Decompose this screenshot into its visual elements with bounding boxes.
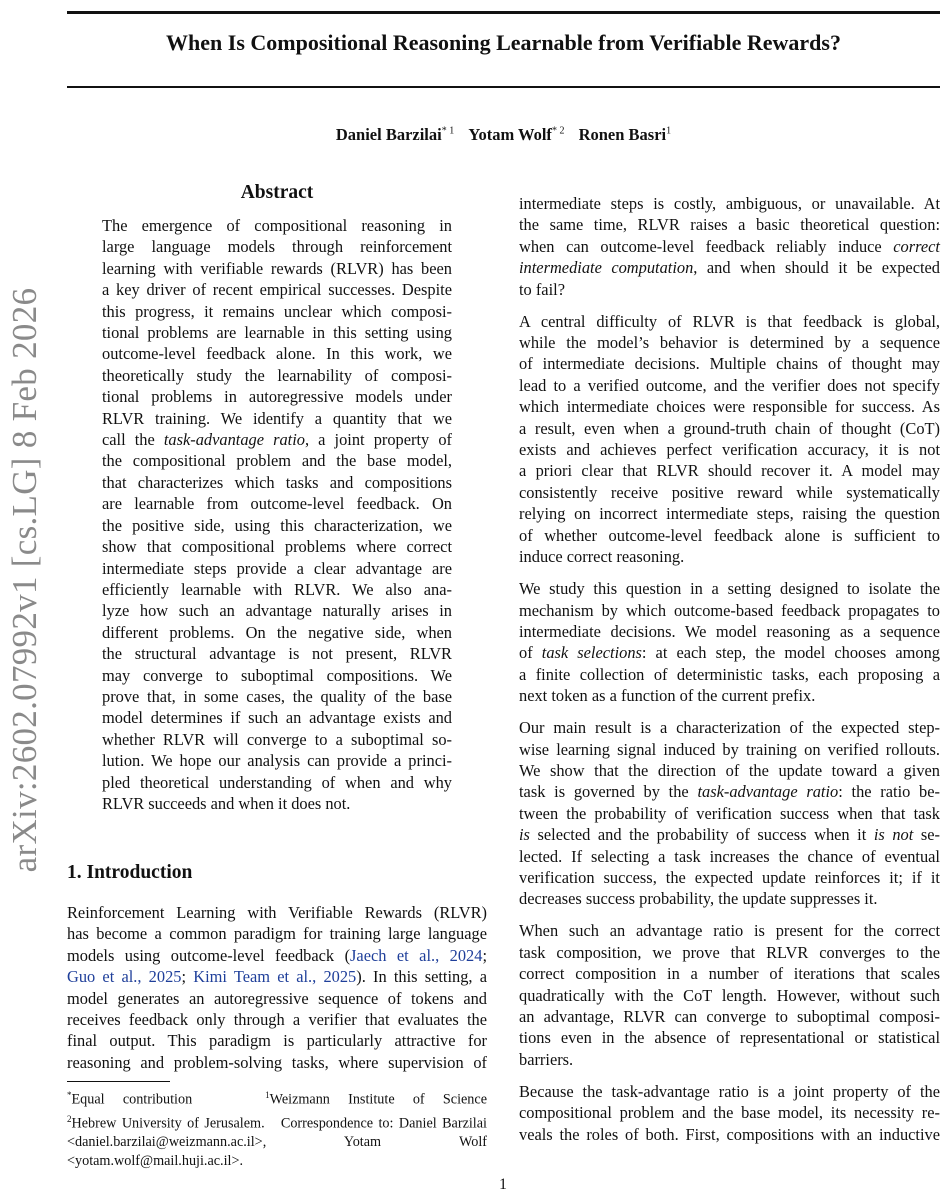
text-span: which intermediate choices were responsible for success. As	[519, 397, 940, 417]
footnote-affiliation-2: Hebrew University of Jerusalem.	[71, 1115, 265, 1132]
text-span: of intermediate decisions. Multiple chains of thought may	[519, 354, 940, 374]
citation-link[interactable]: Kimi Team et al., 2025	[193, 967, 357, 987]
text-span: We study this question in a setting designed to isolate the	[519, 579, 940, 599]
text-span: has become a common paradigm for training large language	[67, 924, 487, 944]
text-span: se-	[913, 825, 940, 845]
text-line	[102, 515, 452, 536]
text-span: Because the task-advantage ratio is a joint property of the	[519, 1081, 940, 1101]
text-span: a priori clear that RLVR should recover it. A model may	[519, 461, 940, 481]
text-span: selected and the probability of success when it	[529, 825, 874, 845]
footnote-mark: 2	[67, 1113, 72, 1124]
text-line	[519, 739, 940, 760]
paragraph	[519, 578, 940, 706]
text-span: are learnable from outcome-level feedback. On	[102, 494, 452, 514]
text-span: that characterizes which tasks and compositions	[102, 472, 452, 492]
text-line	[102, 236, 452, 257]
text-line	[67, 988, 487, 1009]
text-line	[519, 460, 940, 481]
page-number: 1	[499, 1176, 507, 1193]
text-line	[519, 781, 940, 802]
text-line	[102, 729, 452, 750]
text-line	[102, 365, 452, 386]
text-line	[519, 1124, 940, 1145]
text-line	[519, 600, 940, 621]
text-span: theoretically study the learnability of composi-	[102, 365, 452, 385]
text-line	[102, 793, 452, 814]
text-line	[67, 1030, 487, 1051]
text-span: relying on incorrect intermediate steps, raising the question	[519, 504, 940, 524]
text-line	[519, 546, 940, 567]
text-line	[519, 942, 940, 963]
text-line	[102, 472, 452, 493]
paragraph	[519, 193, 940, 300]
text-span: tional problems are learnable in this setting using	[102, 323, 452, 343]
text-span: of whether outcome-level feedback alone is sufficient to	[519, 525, 940, 545]
text-line	[102, 558, 452, 579]
text-line	[519, 257, 940, 278]
text-span: A central difficulty of RLVR is that feedback is global,	[519, 311, 940, 331]
text-span: whether RLVR will converge to a suboptimal so-	[102, 729, 452, 749]
text-span: veals the roles of both. First, compositions with an inductive	[519, 1124, 940, 1144]
text-span: the structural advantage is not present, RLVR	[102, 644, 452, 664]
text-line	[519, 760, 940, 781]
text-span: a key driver of recent empirical successes. Despite	[102, 280, 452, 300]
paragraph	[519, 920, 940, 1070]
text-span: quadratically with the CoT length. However, without such	[519, 985, 940, 1005]
text-line	[519, 846, 940, 867]
text-line	[67, 1052, 487, 1073]
footnote-correspondence: Correspondence to: Daniel Barzilai <daniel.barzilai@weizmann.ac.il>, Yotam Wolf <yotam.wolf@mail.huji.ac.il>.	[67, 1115, 487, 1170]
text-span: decreases success probability, the update suppresses it.	[519, 889, 878, 909]
text-span: We show that the direction of the update toward a given	[519, 760, 940, 780]
text-line	[519, 396, 940, 417]
text-span: tional problems in autoregressive models under	[102, 387, 452, 407]
text-line	[519, 332, 940, 353]
paragraph	[519, 717, 940, 910]
text-span: of	[519, 643, 542, 663]
text-span: Reinforcement Learning with Verifiable Rewards (RLVR)	[67, 903, 487, 922]
text-line	[519, 214, 940, 235]
text-line	[519, 193, 940, 214]
text-span: receives feedback only through a verifier that evaluates the	[67, 1010, 487, 1030]
text-line	[102, 600, 452, 621]
text-span: lyze how such an advantage naturally arises in	[102, 601, 452, 621]
text-line	[67, 966, 487, 987]
text-span: pled theoretical understanding of when and why	[102, 772, 452, 792]
text-line	[67, 902, 487, 923]
text-span: when can outcome-level feedback reliably induce	[519, 236, 894, 256]
text-span: tween the probability of verification success when that task	[519, 803, 940, 823]
section-heading-introduction: 1. Introduction	[67, 862, 193, 883]
text-span: Our main result is a characterization of the expected step-	[519, 718, 940, 738]
author	[468, 125, 564, 144]
footnote-affiliation-1: Weizmann Institute of Science	[269, 1091, 487, 1108]
text-span: call the	[102, 430, 164, 450]
text-span: mechanism by which outcome-based feedback propagates to	[519, 600, 940, 620]
text-span: , and when should it be expected	[693, 258, 940, 278]
text-span: exists and achieves perfect verification accuracy, it is not	[519, 440, 940, 460]
text-span: task composition, we prove that RLVR converges to the	[519, 942, 940, 962]
text-line	[102, 493, 452, 514]
text-span: a finite collection of deterministic tasks, each proposing a	[519, 664, 940, 684]
text-line	[519, 985, 940, 1006]
text-span: different problems. On the negative side, when	[102, 622, 452, 642]
text-line	[519, 717, 940, 738]
arxiv-identifier: arXiv:2602.07992v1 [cs.LG] 8 Feb 2026	[5, 287, 44, 873]
text-line	[519, 353, 940, 374]
text-span: model generates an autoregressive sequence of tokens and	[67, 988, 487, 1008]
text-span: wise learning signal induced by training on verified rollouts.	[519, 739, 940, 759]
text-line	[519, 963, 940, 984]
author	[336, 125, 454, 144]
text-line	[519, 621, 940, 642]
text-line	[519, 803, 940, 824]
text-line	[102, 279, 452, 300]
footnote-equal-contribution: Equal contribution	[71, 1091, 193, 1108]
text-line	[102, 258, 452, 279]
text-line	[519, 578, 940, 599]
author	[579, 125, 672, 144]
text-line	[519, 279, 940, 300]
text-span: to fail?	[519, 279, 565, 299]
paragraph	[102, 215, 452, 814]
text-span: verification success, the expected update reinforces it; if it	[519, 867, 940, 887]
text-line	[519, 664, 940, 685]
text-line	[102, 536, 452, 557]
text-span: consistently receive positive reward while systematically	[519, 482, 940, 502]
text-span: compositional problem and the base model, its necessity re-	[519, 1103, 940, 1123]
text-line	[519, 1049, 940, 1070]
text-span: reasoning and problem-solving tasks, where supervision of	[67, 1052, 487, 1072]
text-line	[519, 888, 940, 909]
text-span: task selections	[541, 643, 642, 663]
text-span: The emergence of compositional reasoning in	[102, 216, 452, 235]
text-line	[519, 1102, 940, 1123]
title-top-rule	[67, 11, 940, 14]
text-line	[102, 772, 452, 793]
text-span: the same time, RLVR raises a basic theoretical question:	[519, 215, 940, 235]
author-name: Yotam Wolf	[468, 125, 552, 144]
text-line	[102, 429, 452, 450]
text-line	[102, 301, 452, 322]
text-span: outcome-level feedback alone. In this work, we	[102, 344, 452, 364]
text-span: efficiently learnable with RLVR. We also ana-	[102, 579, 452, 599]
text-line	[519, 1081, 940, 1102]
text-line	[519, 375, 940, 396]
text-line	[519, 1006, 940, 1027]
text-line	[102, 707, 452, 728]
text-span: show that compositional problems where correct	[102, 537, 452, 557]
text-span: barriers.	[519, 1049, 574, 1069]
text-line	[519, 439, 940, 460]
paper-title: When Is Compositional Reasoning Learnable from Verifiable Rewards?	[166, 30, 841, 55]
text-span: a result, even when a ground-truth chain of thought (CoT)	[519, 418, 940, 438]
text-span: learning with verifiable rewards (RLVR) has been	[102, 258, 452, 278]
introduction-right-column	[519, 193, 940, 1156]
text-line	[519, 236, 940, 257]
footnote	[67, 1086, 487, 1171]
author-affiliation: * 2	[551, 125, 565, 137]
text-line	[102, 750, 452, 771]
text-span: : the ratio be-	[838, 782, 940, 802]
text-span: lution. We hope our analysis can provide a princi-	[102, 751, 452, 771]
text-line	[519, 824, 940, 845]
text-span: intermediate steps provide a clear advantage are	[102, 558, 452, 578]
text-span: , a joint property of	[304, 430, 452, 450]
paragraph	[519, 1081, 940, 1145]
text-span: model determines if such an advantage exists and	[102, 708, 452, 728]
text-line	[519, 642, 940, 663]
text-line	[67, 945, 487, 966]
author-affiliation: 1	[666, 125, 672, 137]
text-line	[519, 920, 940, 941]
text-span: is not	[873, 825, 914, 845]
text-span: When such an advantage ratio is present for the correct	[519, 921, 940, 941]
text-span: RLVR training. We identify a quantity that we	[102, 408, 452, 428]
text-line	[519, 867, 940, 888]
paragraph	[67, 902, 487, 1073]
footnote-rule	[67, 1081, 170, 1082]
text-span: task-advantage ratio	[163, 430, 305, 450]
text-span: ;	[181, 967, 194, 987]
text-line	[519, 1027, 940, 1048]
text-span: this progress, it remains unclear which composi-	[102, 301, 452, 321]
text-span: next token as a function of the current prefix.	[519, 686, 816, 706]
text-line	[519, 685, 940, 706]
text-line	[102, 322, 452, 343]
author-name: Daniel Barzilai	[335, 125, 442, 144]
citation-link[interactable]: Guo et al., 2025	[67, 967, 182, 987]
text-span: ;	[482, 945, 488, 965]
paragraph	[519, 311, 940, 568]
text-span: induce correct reasoning.	[519, 547, 685, 567]
text-span: an advantage, RLVR can converge to suboptimal composi-	[519, 1007, 940, 1026]
title-bottom-rule	[67, 86, 940, 88]
text-line	[102, 686, 452, 707]
text-span: lected. If selecting a task increases the chance of eventual	[519, 846, 940, 866]
text-span: large language models through reinforcement	[102, 237, 452, 257]
text-span: task-advantage ratio	[697, 782, 839, 802]
text-span: intermediate decisions. We model reasoning as a sequence	[519, 621, 940, 641]
text-line	[102, 665, 452, 686]
author-affiliation: * 1	[441, 125, 455, 137]
text-line	[102, 450, 452, 471]
text-span: may converge to suboptimal compositions. We	[102, 665, 452, 685]
text-line	[519, 503, 940, 524]
text-line	[102, 408, 452, 429]
footnote-mark: *	[67, 1090, 72, 1100]
text-span: intermediate computation	[519, 258, 694, 278]
text-line	[102, 215, 452, 236]
text-span: the positive side, using this characterization, we	[102, 515, 452, 535]
text-span: is	[519, 825, 530, 845]
text-line	[519, 525, 940, 546]
text-span: final output. This paradigm is particularly attractive for	[67, 1031, 487, 1051]
text-line	[67, 923, 487, 944]
text-span: RLVR succeeds and when it does not.	[102, 793, 351, 813]
text-span: : at each step, the model chooses among	[641, 643, 940, 663]
text-line	[102, 343, 452, 364]
text-line	[519, 482, 940, 503]
text-span: correct composition in a number of iterations that scales	[519, 964, 940, 984]
text-span: intermediate steps is costly, ambiguous, or unavailable. At	[519, 194, 940, 213]
text-span: correct	[893, 236, 940, 256]
text-span: the compositional problem and the base model,	[102, 451, 452, 471]
citation-link[interactable]: Jaech et al., 2024	[350, 945, 483, 965]
text-span: task is governed by the	[519, 782, 698, 802]
author-list	[67, 125, 940, 145]
text-line	[519, 418, 940, 439]
text-line	[102, 579, 452, 600]
introduction-left-column	[67, 902, 487, 1084]
abstract-body	[102, 215, 452, 825]
text-span: prove that, in some cases, the quality of the base	[102, 686, 452, 706]
text-line	[67, 1009, 487, 1030]
text-span: lead to a verified outcome, and the verifier does not specify	[519, 375, 940, 395]
text-line	[102, 386, 452, 407]
footnote-mark: 1	[265, 1090, 270, 1100]
abstract-heading: Abstract	[240, 182, 314, 203]
author-name: Ronen Basri	[578, 125, 667, 144]
text-span: tions even in the absence of representational or statistical	[519, 1028, 940, 1048]
text-line	[102, 643, 452, 664]
text-span: while the model’s behavior is determined by a sequence	[519, 333, 940, 353]
text-line	[102, 622, 452, 643]
text-line	[519, 311, 940, 332]
text-span: ). In this setting, a	[356, 967, 488, 987]
text-span: models using outcome-level feedback (	[67, 945, 351, 965]
